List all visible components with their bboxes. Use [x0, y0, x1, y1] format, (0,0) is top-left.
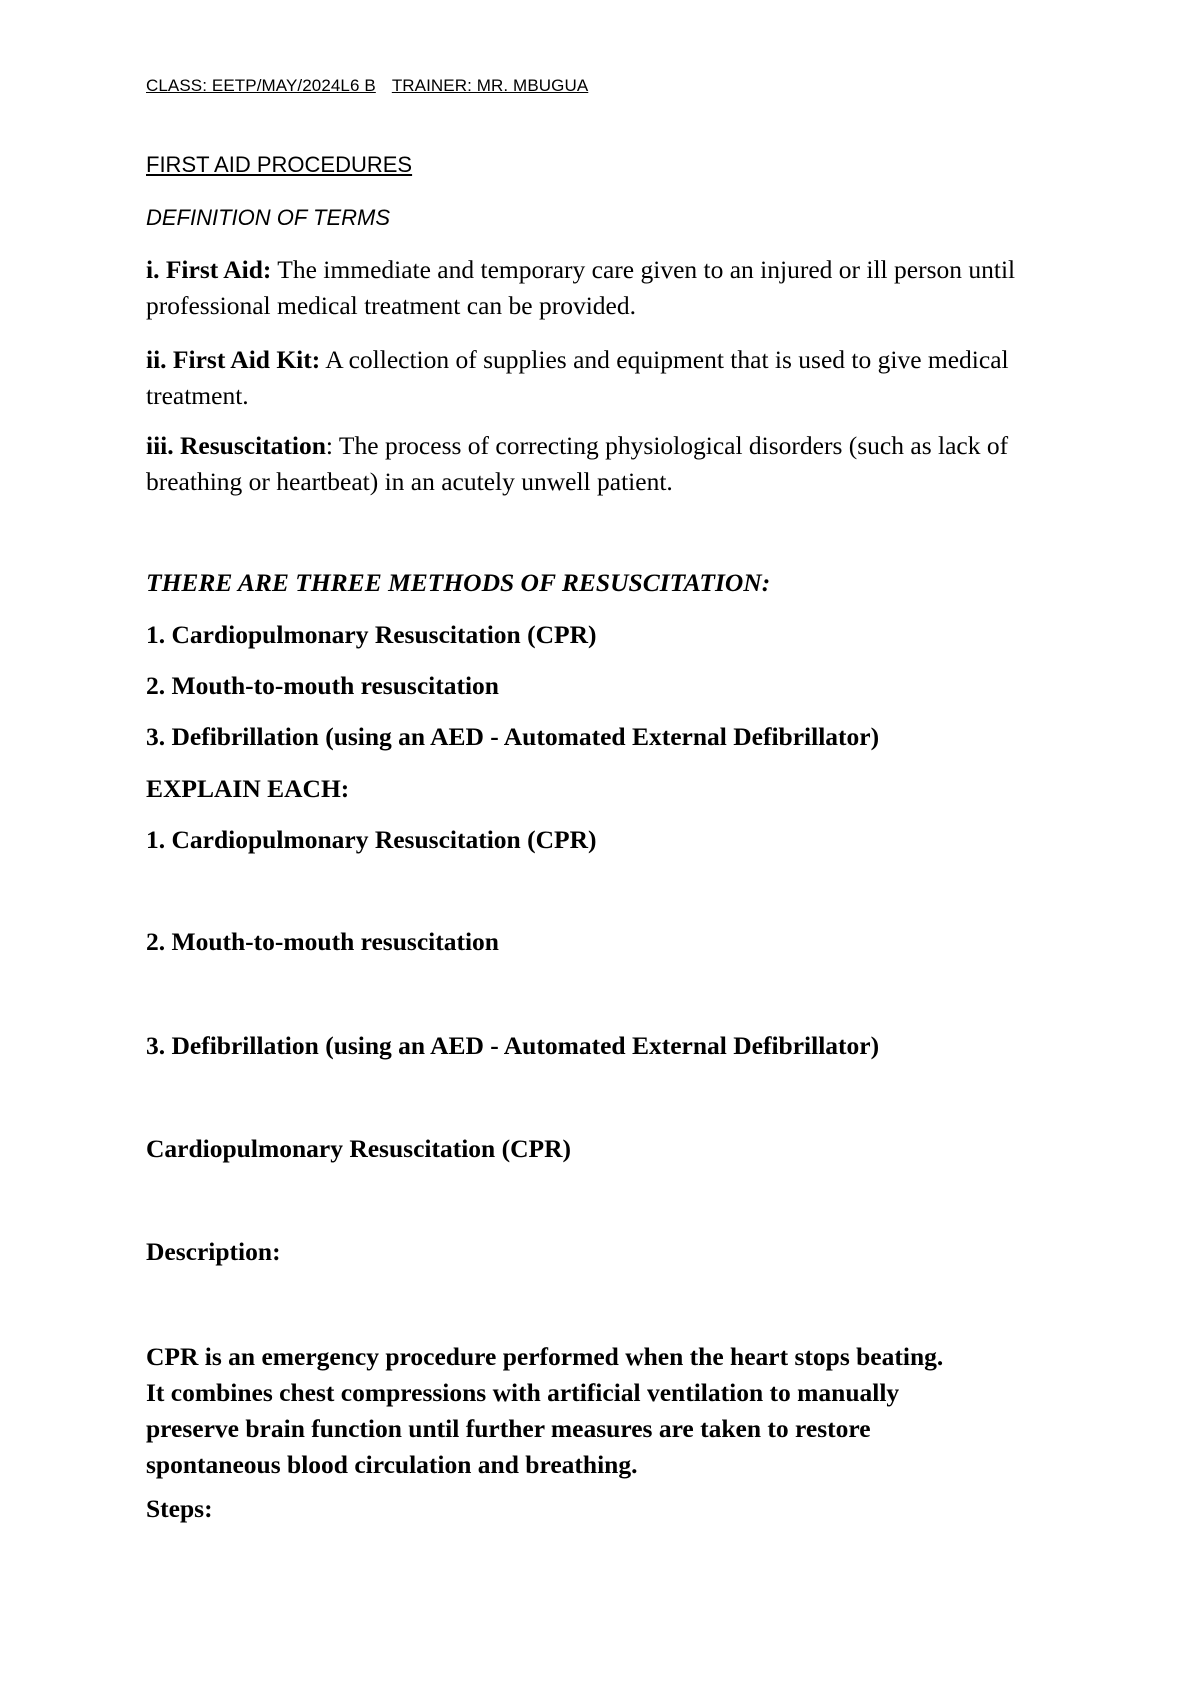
- definition-term: ii. First Aid Kit:: [146, 345, 321, 374]
- paragraph-line: preserve brain function until further measures are taken to restore: [146, 1414, 871, 1443]
- paragraph-line: It combines chest compressions with artificial ventilation to manually: [146, 1378, 900, 1407]
- trainer-label: TRAINER: MR. MBUGUA: [391, 76, 589, 95]
- definition-text: The immediate and temporary care given to an injured or ill person until professional medical treatment can be provided.: [146, 255, 1016, 320]
- document-title: FIRST AID PROCEDURES: [146, 152, 413, 177]
- method-item: 3. Defibrillation (using an AED - Automated External Defibrillator): [146, 722, 880, 751]
- definition-text: : The process of correcting physiological disorders (such as lack of breathing or heartbeat) in an acutely unwell patient.: [146, 431, 1009, 496]
- cpr-description-paragraph: [146, 1339, 943, 1483]
- definition-first-aid-kit: [146, 342, 1096, 414]
- explain-item: 2. Mouth-to-mouth resuscitation: [146, 927, 499, 956]
- explain-item: 1. Cardiopulmonary Resuscitation (CPR): [146, 825, 597, 854]
- class-label: CLASS: EETP/MAY/2024L6 B: [146, 76, 376, 95]
- definition-resuscitation: [146, 428, 1096, 500]
- class-trainer-header: [146, 76, 588, 96]
- definition-term: i. First Aid:: [146, 255, 272, 284]
- method-item: 1. Cardiopulmonary Resuscitation (CPR): [146, 620, 597, 649]
- paragraph-line: spontaneous blood circulation and breathing.: [146, 1450, 638, 1479]
- steps-label: Steps:: [146, 1494, 213, 1523]
- method-item: 2. Mouth-to-mouth resuscitation: [146, 671, 499, 700]
- definition-term: iii. Resuscitation: [146, 431, 326, 460]
- description-label: Description:: [146, 1237, 281, 1266]
- explain-heading: EXPLAIN EACH:: [146, 774, 350, 803]
- definition-text: A collection of supplies and equipment that is used to give medical treatment.: [146, 345, 1009, 410]
- explain-item: 3. Defibrillation (using an AED - Automated External Defibrillator): [146, 1031, 880, 1060]
- methods-heading: THERE ARE THREE METHODS OF RESUSCITATION:: [146, 568, 771, 597]
- cpr-section-heading: Cardiopulmonary Resuscitation (CPR): [146, 1134, 571, 1163]
- section-subtitle: DEFINITION OF TERMS: [146, 205, 391, 230]
- definition-first-aid: [146, 252, 1096, 324]
- paragraph-line: CPR is an emergency procedure performed when the heart stops beating.: [146, 1342, 944, 1371]
